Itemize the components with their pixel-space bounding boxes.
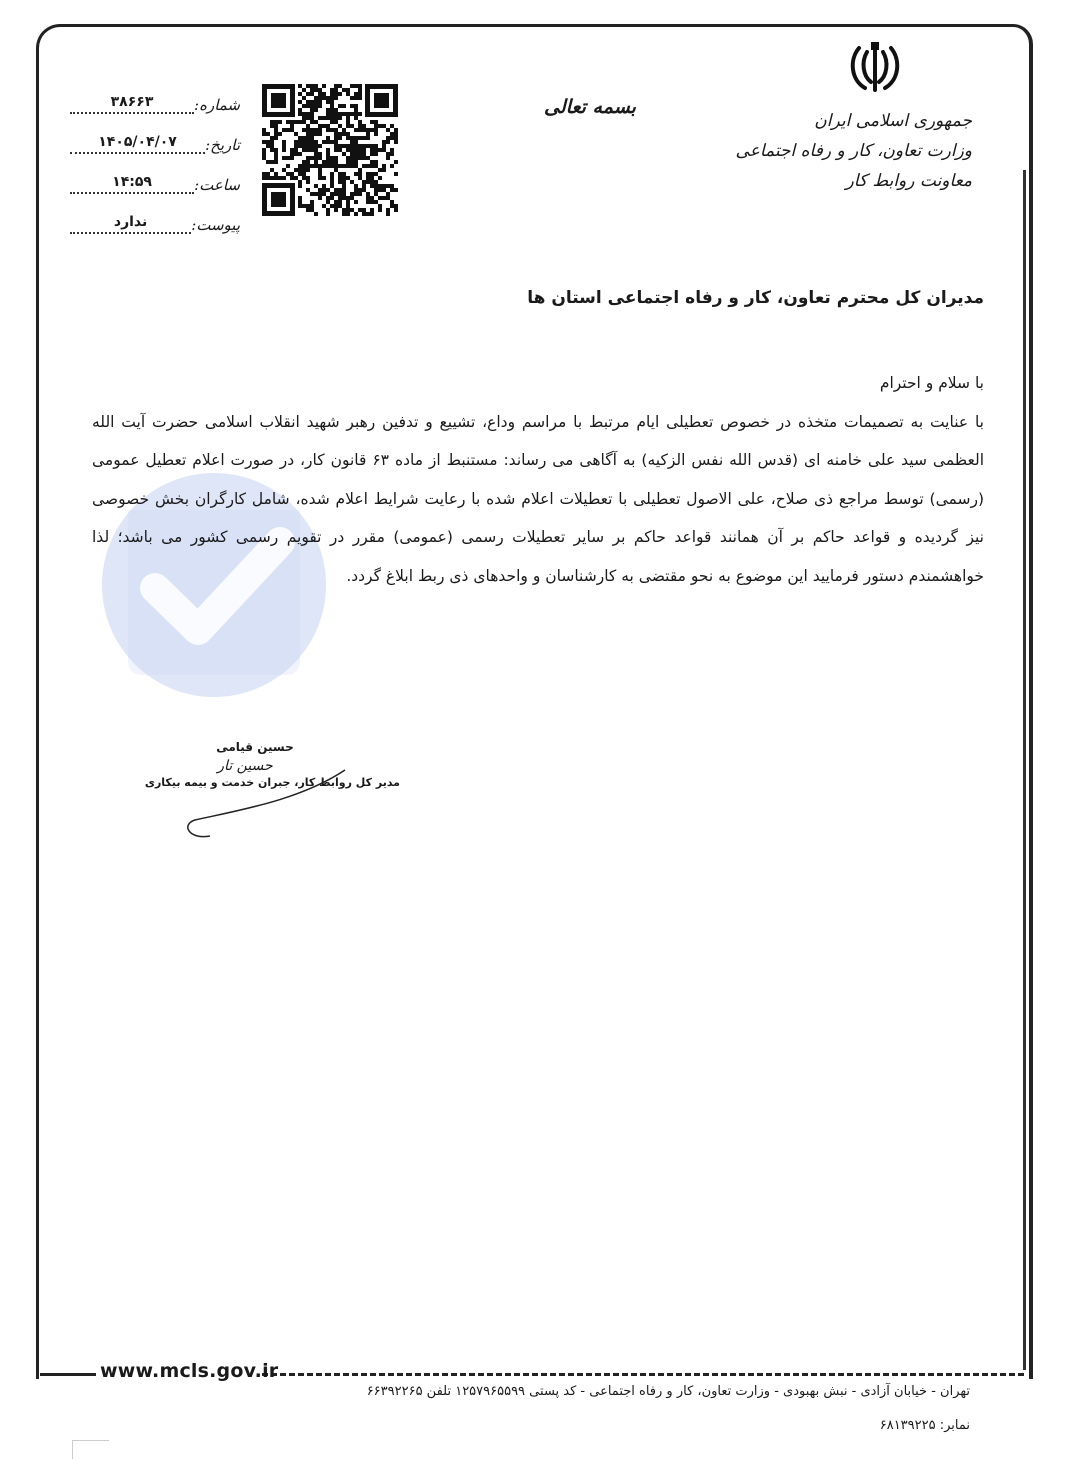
signer-handwriting: حسین تار [217, 758, 273, 774]
agency-name [735, 106, 972, 196]
signer-title: مدیر کل روابط کار، جبران خدمت و بیمه بیکاری [144, 776, 400, 789]
signature-block [144, 740, 400, 789]
website-link[interactable]: www.mcls.gov.ir [100, 1360, 279, 1382]
agency-line: وزارت تعاون، کار و رفاه اجتماعی [735, 141, 972, 161]
meta-date [70, 114, 240, 154]
footer-address: تهران - خیابان آزادی - نبش بهبودی - وزارت تعاون، کار و رفاه اجتماعی - کد پستی ۱۲۵۷۹۶۵۵۹۹ تلفن ۶۶۳۹۲۲۶۵ [366, 1384, 970, 1399]
body-paragraph: با عنایت به تصمیمات متخذه در خصوص تعطیلی ایام مرتبط با مراسم وداع، تشییع و تدفین رهبر شهید انقلاب اسلامی حضرت آیت الله العظمی سید علی خامنه ای (قدس الله نفس الزکیه) به آگاهی می رساند: مستنبط از ماده ۶۳ قانون کار، در صورت اعلام تعطیل عمومی (رسمی) توسط مراجع ذی صلاح، علی الاصول تعطیلی با تعطیلات اعلام شده با رعایت شرایط اعلام شده، شامل کارگران بخش خصوصی نیز گردیده و قواعد حاکم بر آن همانند قواعد حاکم بر سایر تعطیلات رسمی (عمومی) مقرر در تقویم رسمی کشور می باشد؛ لذا خواهشمندم دستور فرمایید این موضوع به نحو مقتضی به کارشناسان و واحدهای ذی ربط ابلاغ گردد. [92, 412, 985, 585]
letter-body [92, 364, 984, 595]
qr-code-icon [262, 84, 398, 216]
addressee: مدیران کل محترم تعاون، کار و رفاه اجتماعی استان ها [527, 288, 984, 308]
meta-value: ۱۴:۵۹ [70, 174, 194, 194]
meta-label: پیوست: [191, 216, 240, 234]
letter-metadata [70, 74, 240, 234]
meta-time [70, 154, 240, 194]
meta-value: ۱۴۰۵/۰۴/۰۷ [70, 134, 205, 154]
meta-value: ندارد [70, 214, 191, 234]
agency-line: معاونت روابط کار [845, 171, 972, 191]
meta-number [70, 74, 240, 114]
agency-line: جمهوری اسلامی ایران [814, 111, 972, 131]
scan-corner-mark [72, 1440, 109, 1459]
meta-label: تاریخ: [205, 136, 240, 154]
meta-value: ۳۸۶۶۳ [70, 94, 194, 114]
meta-attachment [70, 194, 240, 234]
footer-divider [40, 1373, 96, 1376]
meta-label: ساعت: [194, 176, 240, 194]
bismillah: بسمه تعالی [544, 96, 636, 118]
meta-label: شماره: [194, 96, 240, 114]
frame-edge [1023, 170, 1026, 1370]
iran-emblem-icon [845, 40, 905, 95]
signer-name: حسین قیامی [216, 740, 294, 754]
signature-stroke [144, 740, 400, 860]
greeting: با سلام و احترام [879, 374, 984, 392]
footer-fax: نمابر: ۶۸۱۳۹۲۲۵ [879, 1418, 970, 1433]
footer-divider [262, 1373, 1024, 1376]
